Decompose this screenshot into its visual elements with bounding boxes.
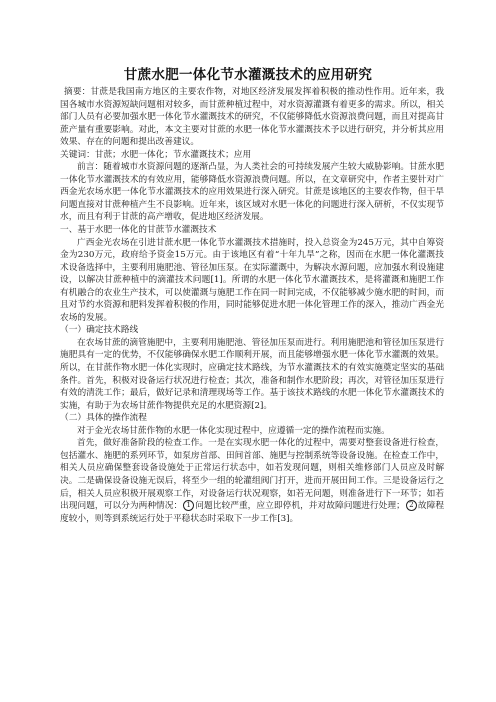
section-1-heading: 一、基于水肥一体化的甘蔗节水灌溉技术 xyxy=(60,225,217,236)
process-text-part-2: 问题比较严重，应立即停机，并对故障问题进行处理； xyxy=(195,501,405,512)
subsection-2-intro-paragraph: 对于金光农场甘蔗作物的水肥一体化实现过程中，应遵循一定的操作流程而实施。 xyxy=(77,425,390,436)
process-text-part-3: 故障程度较小，则等到系统运行处于平稳状态时采取下一步工作[3]。 xyxy=(60,501,445,524)
preface-paragraph: 前言：随着城市水资源问题的逐渐凸显，为人类社会的可持续发展产生较大威胁影响。甘蔗水肥一体化节水灌溉技术的有效应用，能够降低水资源浪费问题。所以，在文章研究中，作者主要针对广西金光农场水肥一体化节水灌溉技术的应用效果进行深入研究。甘蔗是该地区的主要农作物，但干旱问题直接对甘蔗种植产生不良影响。近年来，该区域对水肥一体化的问题进行深入研析，不仅实现节水，而且有利于甘蔗的高产增收，促进地区经济发展。 xyxy=(60,162,444,223)
keywords-line: 关键词：甘蔗；水肥一体化；节水灌溉技术；应用 xyxy=(60,149,252,160)
circled-number-1: 1 xyxy=(183,500,194,511)
circled-number-2: 2 xyxy=(406,500,417,511)
subsection-1-paragraph: 在农场甘蔗的滴管施肥中，主要利用施肥池、管径加压泵而进行。利用施肥池和管径加压泵进行施肥具有一定的优势，不仅能够确保水肥工作顺利开展，而且能够增强水肥一体化节水灌溉的效果。所以，在甘蔗作物水肥一体化实现时，应确定技术路线，为节水灌溉技术的有效实施奠定坚实的基础条件。首先，积极对设备运行状况进行检查；其次，准备和制作水肥阶段；再次，对管径加压泵进行有效的清洗工作；最后，做好记录和清理现场等工作。基于该技术路线的水肥一体化节水灌溉技术的实施，有助于为农场甘蔗作物提供充足的水肥资源[2]。 xyxy=(60,337,444,411)
abstract-paragraph: 摘要：甘蔗是我国南方地区的主要农作物，对地区经济发展发挥着积极的推动性作用。近年来，我国各城市水资源短缺问题相对较多，而甘蔗种植过程中，对水资源灌溉有着更多的需求。所以，相关部门人员有必要加强水肥一体化节水灌溉技术的研究，不仅能够降低水资源浪费问题，而且对提高甘蔗产量有重要影响。对此，本文主要对甘蔗的水肥一体化节水灌溉技术予以进行研究，并分析其应用效果、存在的问题和提出改善建议。 xyxy=(60,87,444,148)
subsection-2-process-paragraph xyxy=(60,437,444,525)
document-title: 甘蔗水肥一体化节水灌溉技术的应用研究 xyxy=(123,67,373,83)
process-text-part-1: 首先，做好准备阶段的检查工作。一是在实现水肥一体化的过程中，需要对整套设备进行检查，包括灌水、施肥的系列环节，如泵房首部、田间首部、施肥与控制系统等设备设施。在检查工作中，相关人员应确保整套设备设施处于正常运行状态中，如若发现问题，则相关维修部门人员应及时解决。二是确保设备设施无误后，将至少一组的轮灌组阀门打开，进而开展田间工作。三是设备运行之后，相关人员应积极开展观察工作，对设备运行状况观察，如若无问题，则准备进行下一环节；如若出现问题，可以分为两种情况： xyxy=(60,438,444,512)
document-body xyxy=(60,86,444,525)
subsection-2-heading: （二）具体的操作流程 xyxy=(60,413,147,424)
section-1-paragraph: 广西金光农场在引进甘蔗水肥一体化节水灌溉技术措施时，投入总资金为245万元，其中自筹资金为230万元，政府给予资金15万元。由于该地区有着“十年九旱”之称，因而在水肥一体化灌溉技术设备选择中，主要利用施肥池、管径加压泵。在实际灌溉中，为解决水源问题，应加强水利设施建设，以解决甘蔗种植中的滴灌技术问题[1]。所谓的水肥一体化节水灌溉技术，是将灌溉和施肥工作有机融合的农业生产技术，可以使灌溉与施肥工作在同一时间完成，不仅能够减少施水肥的时间，而且对节约水资源和肥料发挥着积极的作用，同时能够促进水肥一体化管理工作的深入，推动广西金光农场的发展。 xyxy=(60,237,444,323)
subsection-1-heading: （一）确定技术路线 xyxy=(60,325,139,336)
